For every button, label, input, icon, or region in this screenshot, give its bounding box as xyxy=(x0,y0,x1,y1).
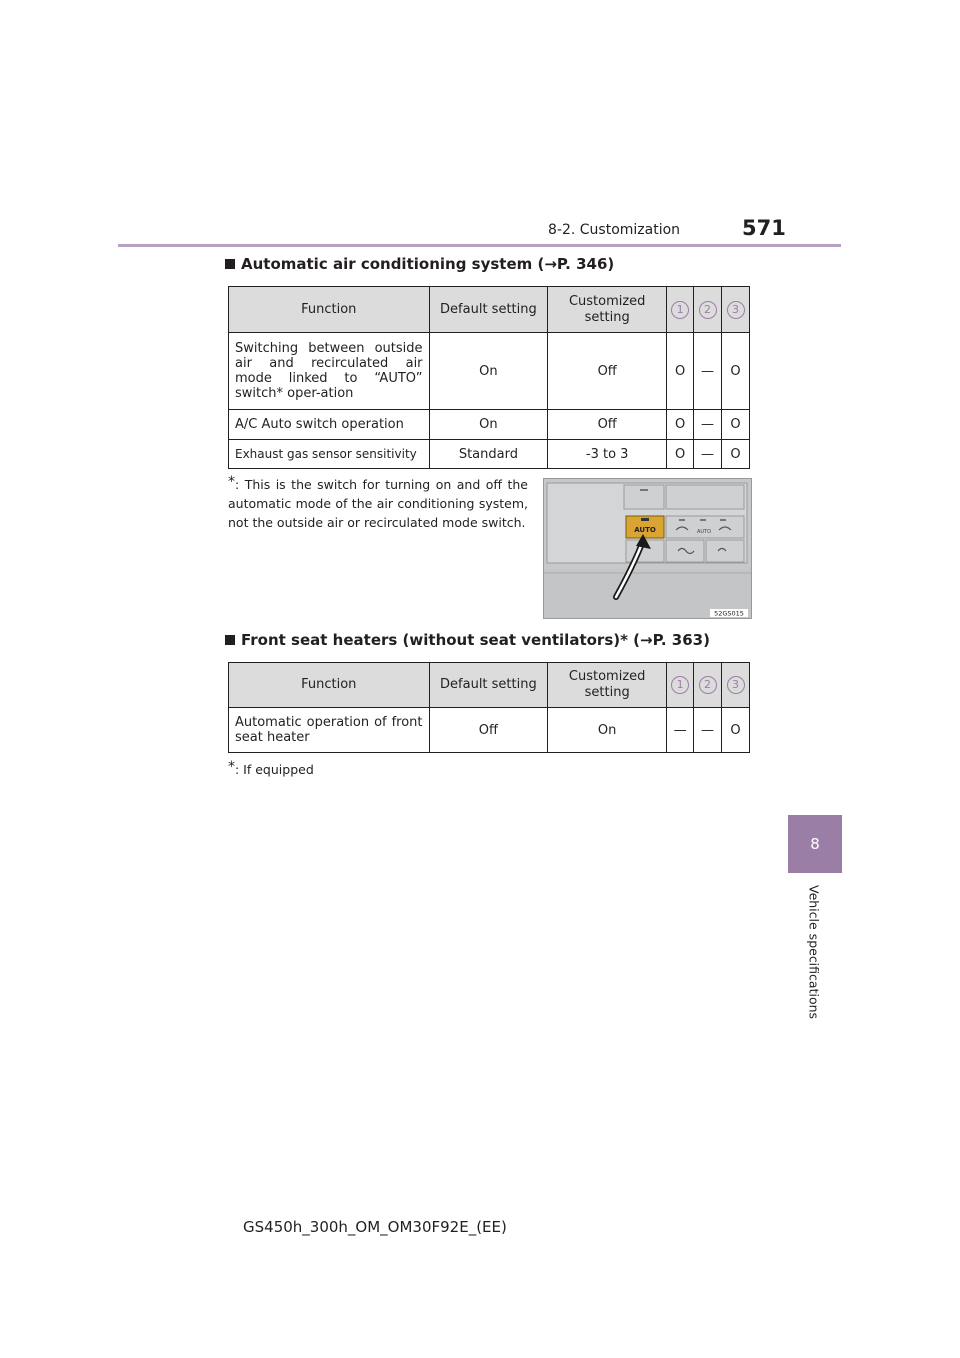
figure-code: 52GS015 xyxy=(714,609,744,618)
row-customized: On xyxy=(548,708,667,753)
footnote-text: : This is the switch for turning on and off the automatic mode of the air conditioning system, not the outside air or recirculated mode switch. xyxy=(228,477,528,530)
row-c2: — xyxy=(694,410,722,440)
square-bullet-icon xyxy=(225,259,235,269)
col-1 xyxy=(667,287,694,333)
row-default: On xyxy=(429,410,548,440)
col-function: Function xyxy=(229,663,430,708)
row-default: Off xyxy=(429,708,548,753)
auto-switch-figure xyxy=(543,478,752,619)
section-title-seat-heaters xyxy=(225,631,710,649)
header-rule xyxy=(118,244,841,247)
row-c2: — xyxy=(694,440,722,469)
row-customized: -3 to 3 xyxy=(548,440,667,469)
seat-heater-table xyxy=(228,662,750,753)
row-customized: Off xyxy=(548,410,667,440)
table-row xyxy=(229,440,750,469)
col-3-label: 3 xyxy=(727,676,745,694)
auto-button-label: AUTO xyxy=(634,526,656,534)
page-number: 571 xyxy=(742,216,786,240)
row-function: Exhaust gas sensor sensitivity xyxy=(229,440,430,469)
row-c1: O xyxy=(667,440,694,469)
col-customized: Customized setting xyxy=(548,663,667,708)
row-c3: O xyxy=(722,410,750,440)
footnote-mark: * xyxy=(228,474,235,490)
footnote-ac xyxy=(228,475,528,532)
row-c1: — xyxy=(667,708,694,753)
col-1 xyxy=(667,663,694,708)
section-header: 8-2. Customization xyxy=(548,222,681,238)
footnote-seat xyxy=(228,760,314,779)
row-function: A/C Auto switch operation xyxy=(229,410,430,440)
chapter-label xyxy=(804,885,824,1025)
row-c1: O xyxy=(667,410,694,440)
footnote-mark: * xyxy=(228,759,235,775)
col-default: Default setting xyxy=(429,287,548,333)
row-customized: Off xyxy=(548,333,667,410)
section-title-ac xyxy=(225,255,614,273)
table-row xyxy=(229,410,750,440)
col-3 xyxy=(722,663,750,708)
table-row xyxy=(229,333,750,410)
section-title-seat-heaters-text: Front seat heaters (without seat ventilators)* (→P. 363) xyxy=(241,631,710,649)
table-row xyxy=(229,708,750,753)
auto-small-label: AUTO xyxy=(696,529,712,535)
col-function: Function xyxy=(229,287,430,333)
row-c3: O xyxy=(722,333,750,410)
col-customized: Customized setting xyxy=(548,287,667,333)
section-title-ac-text: Automatic air conditioning system (→P. 346) xyxy=(241,255,615,273)
row-function: Switching between outside air and recirculated air mode linked to “AUTO” switch* oper-ation xyxy=(229,333,430,410)
col-3-label: 3 xyxy=(727,301,745,319)
table-header-row xyxy=(229,663,750,708)
chapter-tab[interactable] xyxy=(788,815,842,873)
row-function: Automatic operation of front seat heater xyxy=(229,708,430,753)
col-2-label: 2 xyxy=(699,676,717,694)
row-default: On xyxy=(429,333,548,410)
col-1-label: 1 xyxy=(671,301,689,319)
chapter-label-text: Vehicle specifications xyxy=(806,885,822,1020)
chapter-number: 8 xyxy=(810,835,820,853)
row-c1: O xyxy=(667,333,694,410)
row-c2: — xyxy=(694,333,722,410)
row-c3: O xyxy=(722,440,750,469)
col-2 xyxy=(694,663,722,708)
model-code: GS450h_300h_OM_OM30F92E_(EE) xyxy=(243,1218,507,1236)
col-2-label: 2 xyxy=(699,301,717,319)
table-header-row xyxy=(229,287,750,333)
col-default: Default setting xyxy=(429,663,548,708)
row-c3: O xyxy=(722,708,750,753)
footnote-text: : If equipped xyxy=(235,762,314,777)
climate-panel-illustration xyxy=(544,479,751,618)
col-1-label: 1 xyxy=(671,676,689,694)
col-3 xyxy=(722,287,750,333)
row-default: Standard xyxy=(429,440,548,469)
square-bullet-icon xyxy=(225,635,235,645)
ac-settings-table xyxy=(228,286,750,469)
row-c2: — xyxy=(694,708,722,753)
col-2 xyxy=(694,287,722,333)
